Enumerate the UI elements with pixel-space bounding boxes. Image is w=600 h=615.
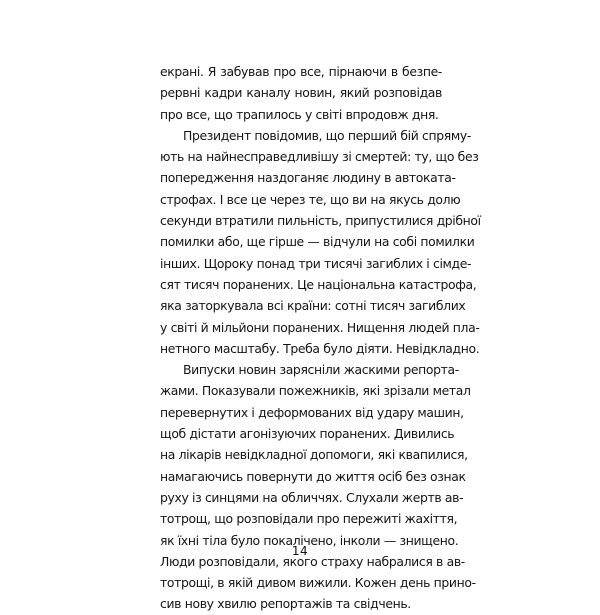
text-line: намагаючись повернути до життя осіб без ознак [160, 468, 466, 484]
body-text [160, 61, 481, 615]
text-line: ють на найнесправедливішу зі смертей: ту, що без [160, 149, 479, 165]
text-line: перевернутих і деформованих від удару машин, [160, 404, 464, 420]
text-line: на лікарів невідкладної допомоги, які квапилися, [160, 447, 468, 463]
text-line: Випуски новин зарясніли жаскими репорта- [183, 362, 459, 378]
text-line: екрані. Я забував про все, пірнаючи в безпе- [160, 64, 442, 79]
text-line: Президент повідомив, що перший бій спряму- [183, 127, 471, 143]
text-line: інших. Щороку понад три тисячі загиблих і сімде- [160, 255, 472, 271]
text-line: Люди розповідали, якого страху набралися в ав- [160, 553, 465, 569]
text-line: сят тисяч поранених. Це національна катастрофа, [160, 276, 477, 292]
text-line: у світі й мільйони поранених. Нищення людей пла- [160, 319, 480, 335]
text-line: як їхні тіла було покалічено, інколи — знищено. [160, 532, 459, 548]
text-line: секунди втратили пильність, припустилися дрібної [160, 213, 481, 229]
text-line: строфах. І все це через те, що ви на якусь долю [160, 191, 461, 207]
text-line: тотрощі, в якій дивом вижили. Кожен день прино- [160, 575, 476, 591]
text-line: жами. Показували пожежників, які зрізали метал [160, 383, 471, 399]
text-line: нетного масштабу. Треба було діяти. Невідкладно. [160, 340, 480, 356]
text-line: сив нову хвилю репортажів та свідчень. [160, 596, 411, 612]
text-line: про все, що трапилось у світі впродовж дня. [160, 106, 439, 122]
text-line: тотрощ, що розповідали про пережиті жахіття, [160, 511, 458, 527]
text-line: щоб дістати агонізуючих поранених. Дивились [160, 426, 455, 442]
page-number: 14 [291, 544, 309, 558]
text-line: попередження наздоганяє людину в автоката- [160, 170, 456, 186]
text-line: яка заторкувала всі країни: сотні тисяч загиблих [160, 298, 466, 314]
text-line: рервні кадри каналу новин, який розповідав [160, 85, 442, 101]
text-line: руху із синцями на обличчях. Слухали жертв ав- [160, 489, 464, 505]
text-line: помилки або, ще гірше — відчули на собі помилки [160, 234, 475, 250]
